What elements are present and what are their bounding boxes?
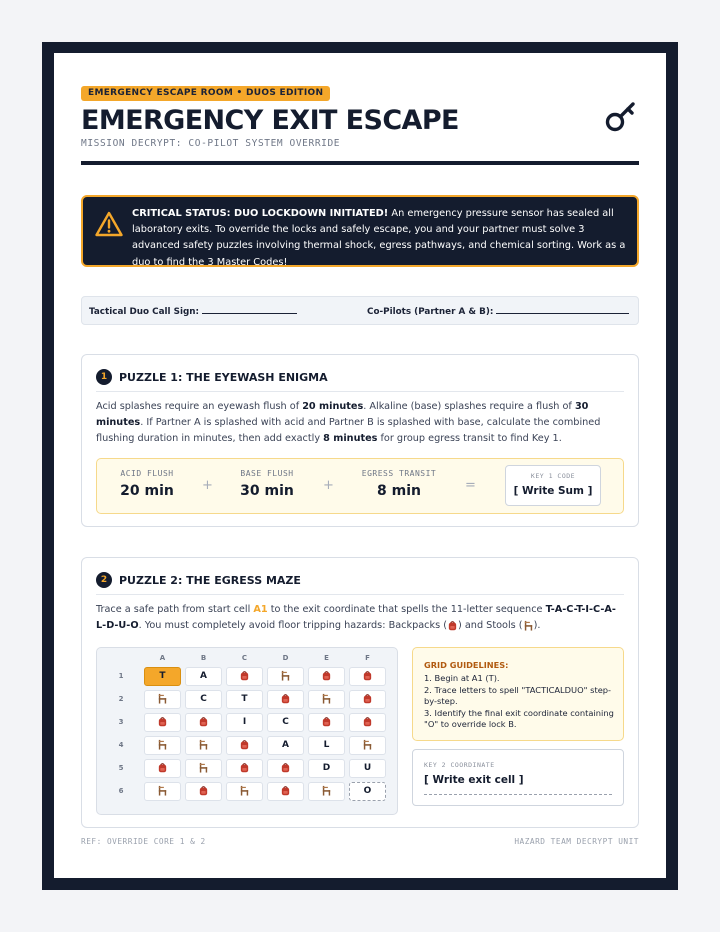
copilots-field[interactable] [367,305,629,317]
stool-icon [362,739,373,750]
stool-hazard-cell[interactable] [308,782,345,801]
puzzle-instructions [96,399,624,447]
grid-column-header: A [159,654,166,662]
guidelines-list [424,673,615,731]
team-sign-in [81,296,639,325]
key-1-label: KEY 1 CODE [530,472,576,480]
instruction-text: . You must completely avoid floor tripping hazards: Backpacks ( [138,620,448,631]
stool-hazard-cell[interactable] [349,736,386,755]
puzzle-2-card [81,557,639,828]
letter-cell[interactable]: O [349,782,386,801]
backpack-icon [239,762,250,773]
flush-equation [96,458,624,514]
puzzle-number: 2 [96,572,112,588]
card-divider [96,391,624,392]
alert-text [132,206,627,271]
alert-heading: CRITICAL STATUS: DUO LOCKDOWN INITIATED! [132,208,389,219]
footer-unit: HAZARD TEAM DECRYPT UNIT [514,837,639,846]
backpack-icon [198,785,209,796]
letter-cell[interactable]: U [349,759,386,778]
backpack-hazard-cell[interactable] [349,690,386,709]
backpack-icon [362,716,373,727]
grid-guidelines [412,647,624,741]
letter-cell[interactable]: I [226,713,263,732]
guideline-item: 2. Trace letters to spell "TACTICALDUO" step-by-step. [424,684,612,706]
copilots-blank[interactable] [496,305,629,314]
letter-cell[interactable]: A [185,667,222,686]
stool-hazard-cell[interactable] [185,736,222,755]
instruction-text: ). [533,620,541,631]
puzzle-1-card [81,354,639,527]
worksheet [54,53,666,878]
equation-term [217,469,317,499]
letter-cell[interactable]: C [267,713,304,732]
page-subtitle: MISSION DECRYPT: CO-PILOT SYSTEM OVERRIDE [81,138,341,149]
emphasis-text: 8 minutes [323,433,378,444]
edition-badge: EMERGENCY ESCAPE ROOM • DUOS EDITION [81,86,330,101]
grid-row-header: 4 [118,741,124,749]
call-sign-blank[interactable] [202,305,297,314]
backpack-icon [362,670,373,681]
grid-column-header: E [324,654,329,662]
backpack-icon [239,670,250,681]
equation-term [349,469,449,499]
backpack-icon [239,739,250,750]
puzzle-instructions [96,602,624,634]
backpack-hazard-cell[interactable] [267,782,304,801]
letter-cell[interactable]: T [144,667,181,686]
backpack-hazard-cell[interactable] [226,667,263,686]
grid-column-header: C [241,654,248,662]
stool-hazard-cell[interactable] [144,736,181,755]
stool-icon [198,739,209,750]
footer-reference: REF: OVERRIDE CORE 1 & 2 [81,837,206,846]
stool-hazard-cell[interactable] [144,782,181,801]
term-label: ACID FLUSH [120,469,174,478]
backpack-hazard-cell[interactable] [349,667,386,686]
alert-body: An emergency pressure sensor has sealed all laboratory exits. To override the locks and safely escape, you and your partner must solve 3 advanced safety puzzles involving thermal shock, egress pathways, and chemical sorting. Work as a duo to find the 3 Master Codes! [132,208,626,268]
term-value: 8 min [377,483,421,499]
stool-icon [157,785,168,796]
grid-row-header: 6 [118,787,124,795]
emphasis-text: 20 minutes [302,401,364,412]
backpack-hazard-cell[interactable] [267,690,304,709]
backpack-hazard-cell[interactable] [226,736,263,755]
stool-hazard-cell[interactable] [144,690,181,709]
grid-column-header: D [282,654,289,662]
key-1-value[interactable]: [ Write Sum ] [513,485,593,497]
instruction-text: ) and Stools ( [458,620,523,631]
grid-row-header: 3 [118,718,124,726]
backpack-hazard-cell[interactable] [144,713,181,732]
instruction-text: to the exit coordinate that spells the 11-letter sequence [267,604,546,615]
highlight-text: A1 [253,604,268,615]
term-value: 30 min [240,483,294,499]
instruction-text: . Alkaline (base) splashes require a flush of [363,401,575,412]
stool-icon [157,739,168,750]
backpack-icon [198,716,209,727]
equation-term [97,469,197,499]
grid-column-header: B [200,654,207,662]
egress-maze-grid [96,647,398,815]
emphasis-text: T-A-C-T-I-C-A-L-D-U-O [96,604,616,631]
header-divider [81,161,639,165]
letter-cell[interactable]: T [226,690,263,709]
page-title: EMERGENCY EXIT ESCAPE [81,105,459,136]
guideline-item: 1. Begin at A1 (T). [424,673,500,683]
backpack-hazard-cell[interactable] [144,759,181,778]
backpack-hazard-cell[interactable] [267,759,304,778]
critical-status-alert [81,195,639,267]
stool-icon [239,785,250,796]
warning-icon [95,211,123,237]
stool-icon [523,620,534,631]
key-2-answer-box[interactable] [412,749,624,806]
stool-icon [321,693,332,704]
stool-icon [280,670,291,681]
backpack-hazard-cell[interactable] [349,713,386,732]
backpack-icon [280,693,291,704]
backpack-icon [362,693,373,704]
grid-row-header: 1 [118,672,124,680]
backpack-hazard-cell[interactable] [226,759,263,778]
letter-cell[interactable]: C [185,690,222,709]
stool-hazard-cell[interactable] [185,759,222,778]
backpack-icon [280,762,291,773]
call-sign-label: Tactical Duo Call Sign: [89,307,200,317]
stool-hazard-cell[interactable] [308,690,345,709]
plus-operator: + [202,478,213,493]
backpack-icon [157,716,168,727]
letter-cell[interactable]: D [308,759,345,778]
backpack-hazard-cell[interactable] [185,782,222,801]
stool-hazard-cell[interactable] [226,782,263,801]
grid-row-header: 5 [118,764,124,772]
copilots-label: Co-Pilots (Partner A & B): [367,307,494,317]
backpack-hazard-cell[interactable] [185,713,222,732]
answer-line [424,794,612,795]
letter-cell[interactable]: A [267,736,304,755]
instruction-text: for group egress transit to find Key 1. [377,433,562,444]
instruction-text: Trace a safe path from start cell [96,604,254,615]
backpack-icon [447,620,458,631]
backpack-icon [280,785,291,796]
key-1-answer-box[interactable] [505,465,601,506]
backpack-hazard-cell[interactable] [308,667,345,686]
guidelines-title: GRID GUIDELINES: [424,660,509,670]
guideline-item: 3. Identify the final exit coordinate containing "O" to override lock B. [424,707,614,729]
equals-operator: = [465,478,476,493]
puzzle-number: 1 [96,369,112,385]
key-icon [603,99,639,135]
grid-column-header: F [365,654,370,662]
stool-icon [321,785,332,796]
puzzle-title: PUZZLE 1: THE EYEWASH ENIGMA [119,371,328,384]
key-2-value[interactable]: [ Write exit cell ] [424,774,524,786]
term-label: BASE FLUSH [240,469,294,478]
puzzle-title: PUZZLE 2: THE EGRESS MAZE [119,574,301,587]
call-sign-field[interactable] [89,305,297,317]
term-label: EGRESS TRANSIT [361,469,437,478]
emphasis-text: 30 minutes [96,401,589,428]
stool-icon [198,762,209,773]
stool-icon [157,693,168,704]
card-divider [96,594,624,595]
term-value: 20 min [120,483,174,499]
instruction-text: Acid splashes require an eyewash flush of [96,401,303,412]
grid-row-header: 2 [118,695,124,703]
backpack-icon [157,762,168,773]
plus-operator: + [323,478,334,493]
stool-hazard-cell[interactable] [267,667,304,686]
backpack-icon [321,716,332,727]
backpack-icon [321,670,332,681]
instruction-text: . If Partner A is splashed with acid and Partner B is splashed with base, calculate the combined flushing duration in minutes, then add exactly [96,417,601,444]
backpack-hazard-cell[interactable] [308,713,345,732]
letter-cell[interactable]: L [308,736,345,755]
key-2-label: KEY 2 COORDINATE [424,761,495,769]
